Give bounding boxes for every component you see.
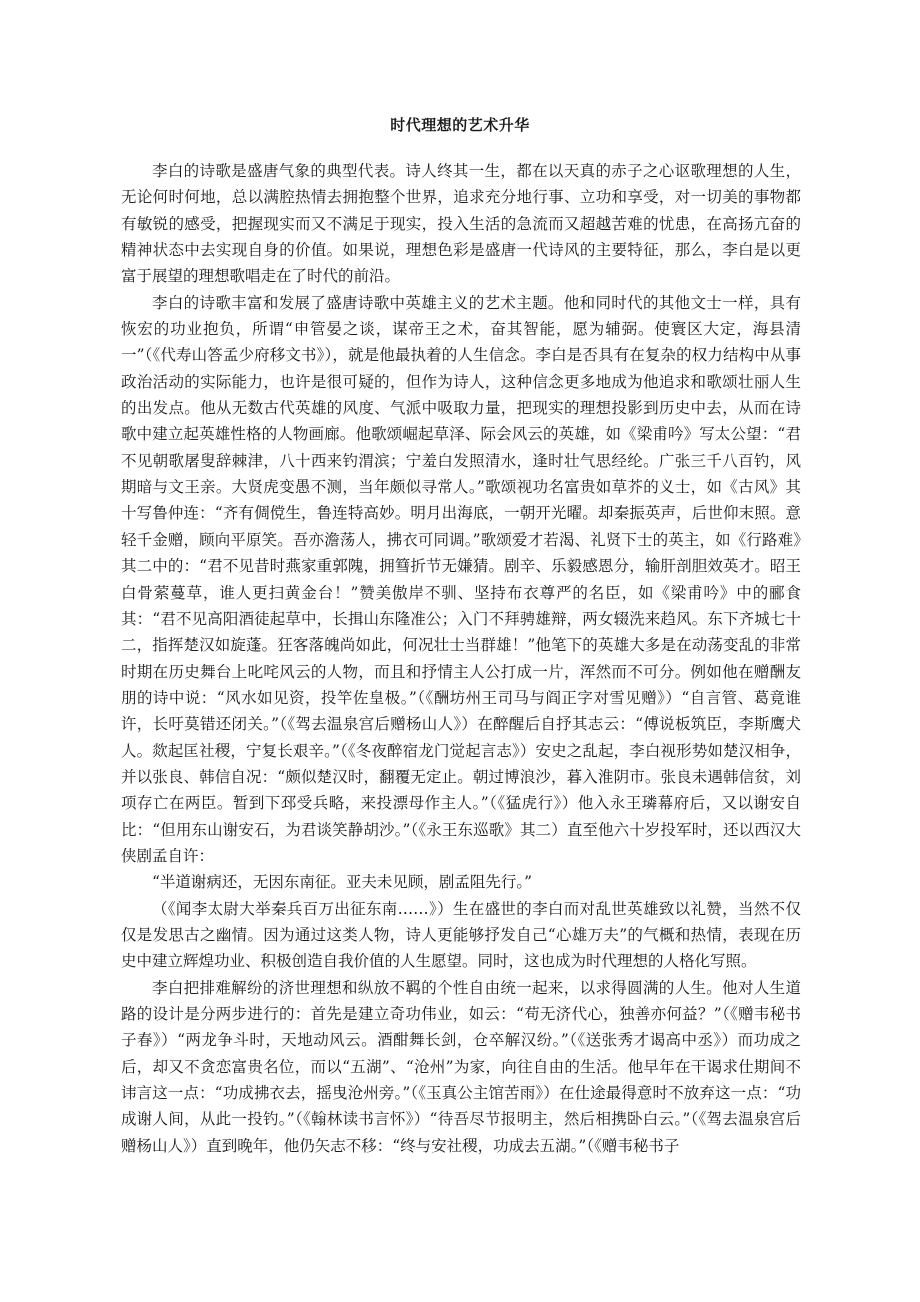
poem-quote: “半道谢病还，无因东南征。亚夫未见顾，剧孟阻先行。” xyxy=(152,873,533,892)
document-body xyxy=(121,158,801,1159)
paragraph-1: 李白的诗歌是盛唐气象的典型代表。诗人终其一生，都在以天真的赤子之心讴歌理想的人生，无论何时何地，总以满腔热情去拥抱整个世界，追求充分地行事、立功和享受，对一切美的事物都有敏锐的感受，把握现实而又不满足于现实，投入生活的急流而又超越苦难的忧患，在高扬亢奋的精神状态中去实现自身的价值。如果说，理想色彩是盛唐一代诗风的主要特征，那么，李白是以更富于展望的理想歌唱走在了时代的前沿。 xyxy=(121,162,801,286)
paragraph-4: 李白把排难解纷的济世理想和纵放不羁的个性自由统一起来，以求得圆满的人生。他对人生道路的设计是分两步进行的：首先是建立奇功伟业，如云：“苟无济代心，独善亦何益？”（《赠韦秘书子春》）“两龙争斗时，天地动风云。酒酣舞长剑，仓卒解汉纷。”（《送张秀才谒高中丞》）而功成之后，却又不贪恋富贵名位，而以“五湖”、“沧州”为家，向往自由的生活。他早年在干谒求仕期间不讳言这一点：“功成拂衣去，摇曳沧州旁。”（《玉真公主馆苦雨》）在仕途最得意时不放弃这一点：“功成谢人间，从此一投钓。”（《翰林读书言怀》）“待吾尽节报明主，然后相携卧白云。”（《驾去温泉宫后赠杨山人》）直到晚年，他仍矢志不移：“终与安社稷，功成去五湖。”（《赠韦秘书子 xyxy=(121,978,801,1155)
paragraph-2: 李白的诗歌丰富和发展了盛唐诗歌中英雄主义的艺术主题。他和同时代的其他文士一样，具有恢宏的功业抱负，所谓“申管晏之谈，谋帝王之术，奋其智能，愿为辅弼。使寰区大定，海县清一”（《代寿山答孟少府移文书》），就是他最执着的人生信念。李白是否具有在复杂的权力结构中从事政治活动的实际能力，也许是很可疑的，但作为诗人，这种信念更多地成为他追求和歌颂壮丽人生的出发点。他从无数古代英雄的风度、气派中吸取力量，把现实的理想投影到历史中去，从而在诗歌中建立起英雄性格的人物画廊。他歌颂崛起草泽、际会风云的英雄，如《梁甫吟》写太公望：“君不见朝歌屠叟辞棘津，八十西来钓渭滨；宁羞白发照清水，逢时壮气思经纶。广张三千八百钓，风期暗与文王亲。大贤虎变愚不测，当年颇似寻常人。”歌颂视功名富贵如草芥的义士，如《古风》其十写鲁仲连：“齐有倜傥生，鲁连特高妙。明月出海底，一朝开光曜。却秦振英声，后世仰末照。意轻千金赠，顾向平原笑。吾亦澹荡人，拂衣可同调。”歌颂爱才若渴、礼贤下士的英主，如《行路难》其二中的：“君不见昔时燕家重郭隗，拥篲折节无嫌猜。剧辛、乐毅感恩分，输肝剖胆效英才。昭王白骨萦蔓草，谁人更扫黄金台！”赞美傲岸不驯、坚持布衣尊严的名臣，如《梁甫吟》中的郦食其：“君不见高阳酒徒起草中，长揖山东隆准公；入门不拜骋雄辩，两女辍洗来趋风。东下齐城七十二，指挥楚汉如旋蓬。狂客落魄尚如此，何况壮士当群雄！”他笔下的英雄大多是在动荡变乱的非常时期在历史舞台上叱咤风云的人物，而且和抒情主人公打成一片，浑然而不可分。例如他在赠酬友朋的诗中说：“风水如见资，投竿佐皇极。”（《酬坊州王司马与阎正字对雪见赠》）“自言管、葛竟谁许，长吁莫错还闭关。”（《驾去温泉宫后赠杨山人》）在醉醒后自抒其志云：“傅说板筑臣，李斯鹰犬人。欻起匡社稷，宁复长艰辛。”（《冬夜醉宿龙门觉起言志》）安史之乱起，李白视形势如楚汉相争，并以张良、韩信自况：“颇似楚汉时，翻覆无定止。朝过博浪沙，暮入淮阴市。张良未遇韩信贫，刘项存亡在两臣。暂到下邳受兵略，来投漂母作主人。”（《猛虎行》）他入永王璘幕府后，又以谢安自比：“但用东山谢安石，为君谈笑静胡沙。”（《永王东巡歌》其二）直至他六十岁投军时，还以西汉大侠剧孟自许： xyxy=(121,293,801,865)
document-title: 时代理想的艺术升华 xyxy=(390,116,530,134)
paragraph-3: （《闻李太尉大举秦兵百万出征东南……》）生在盛世的李白而对乱世英雄致以礼赞，当然不仅仅是发思古之幽情。因为通过这类人物，诗人更能够抒发自己“心雄万夫”的气概和热情，表现在历史中建立辉煌功业、积极创造自我价值的人生愿望。同时，这也成为时代理想的人格化写照。 xyxy=(121,899,801,971)
